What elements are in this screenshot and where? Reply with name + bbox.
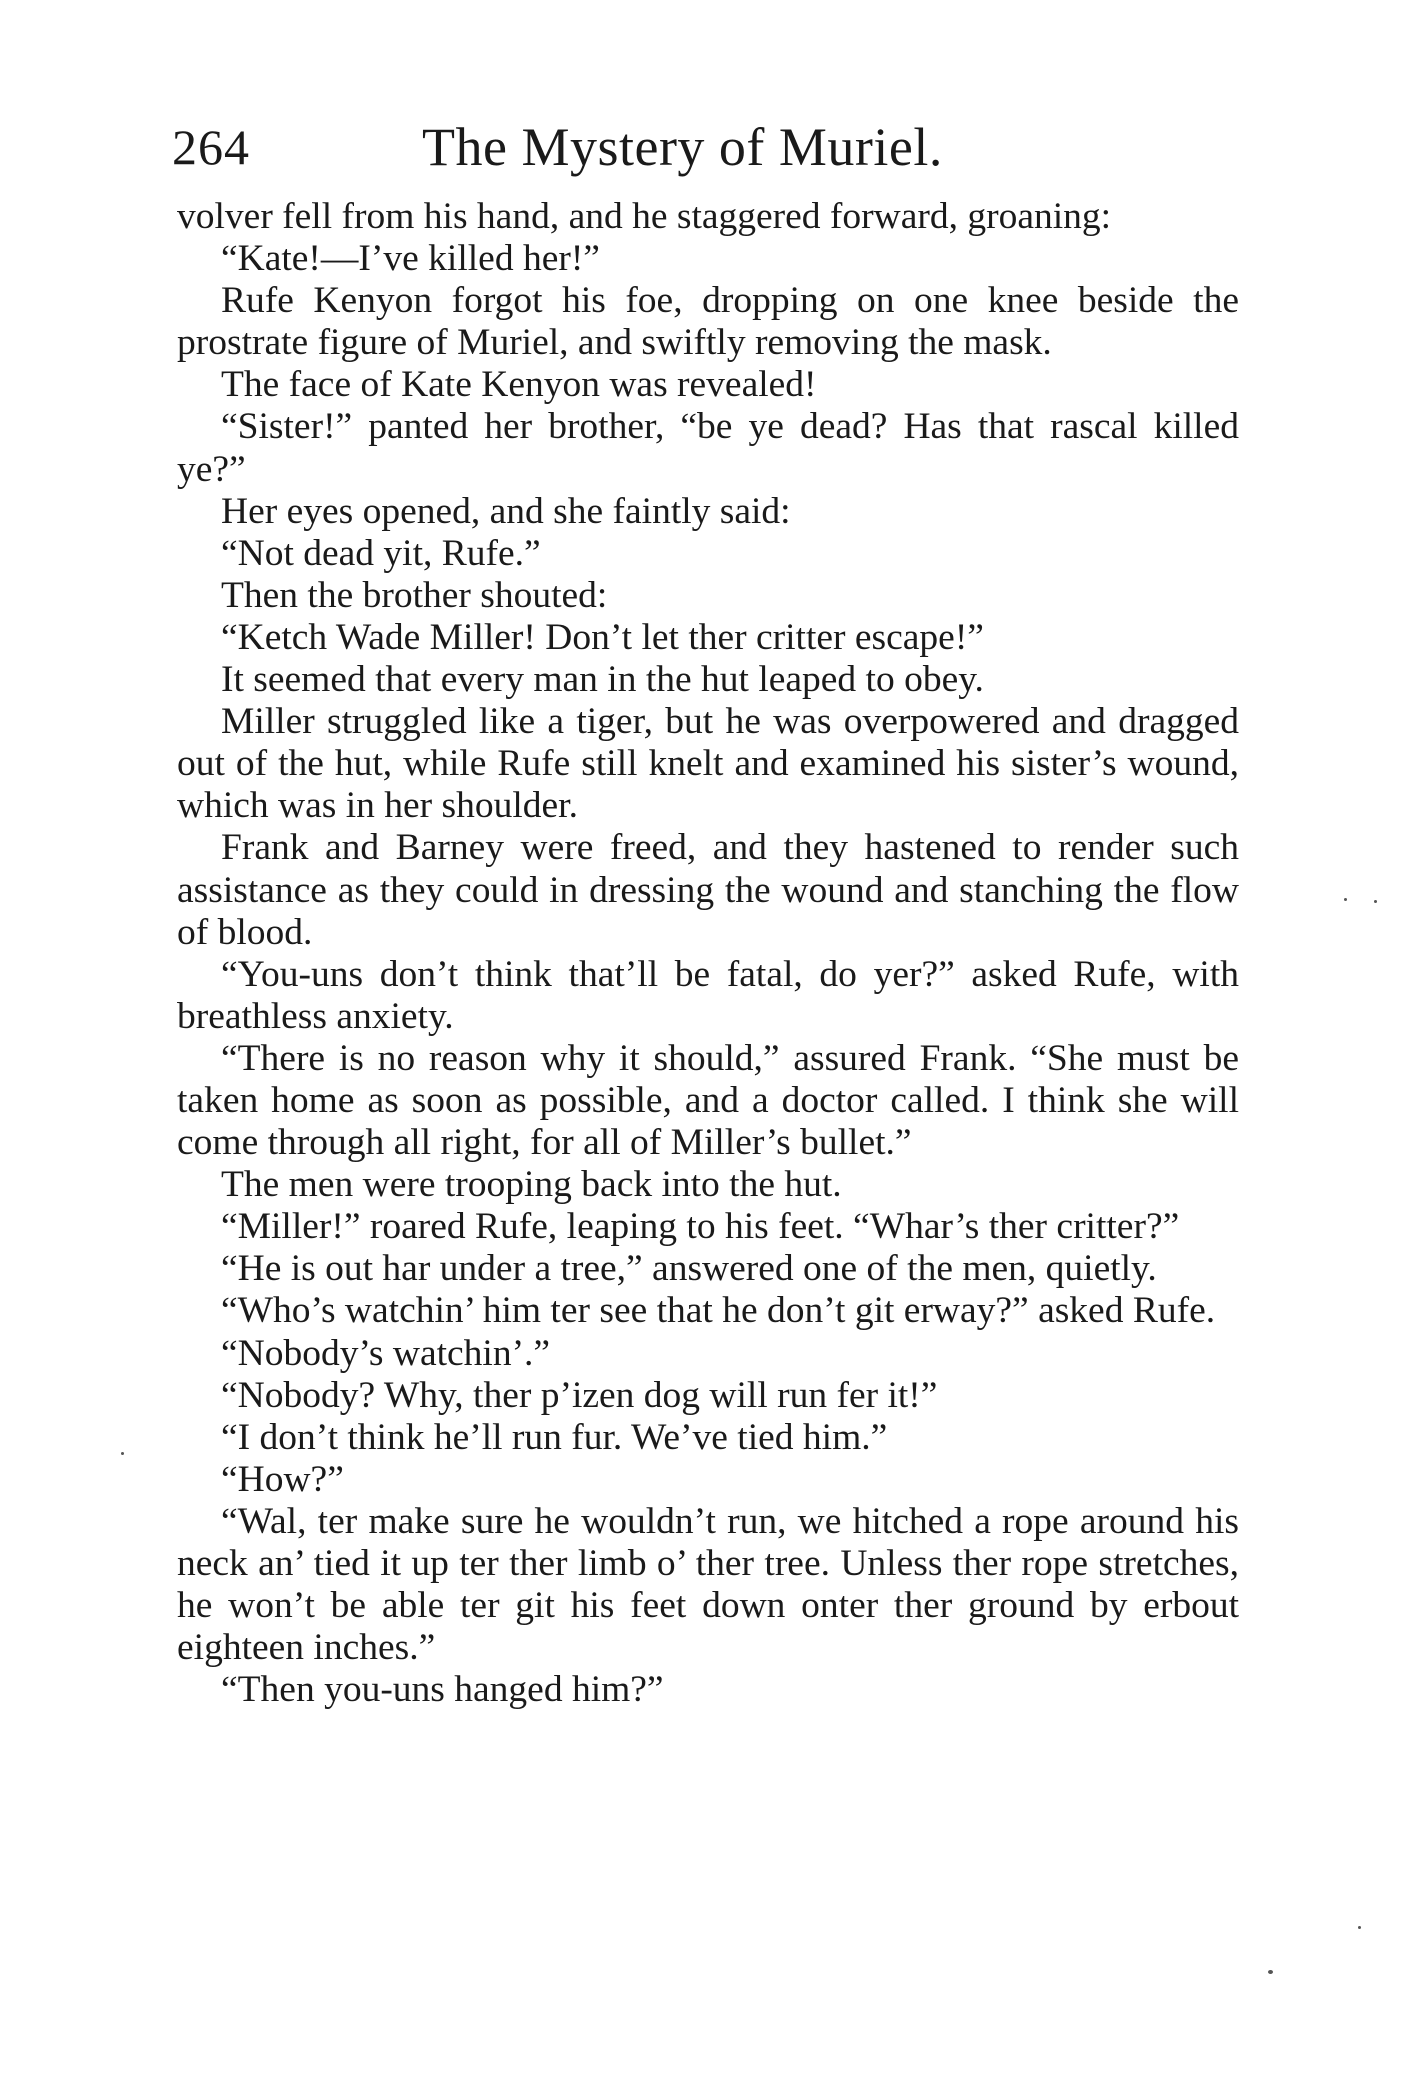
paragraph: “Then you-uns hanged him?” bbox=[221, 1669, 664, 1711]
paragraph: “How?” bbox=[221, 1458, 344, 1500]
paragraph: “Nobody? Why, ther p’izen dog will run fer it!” bbox=[221, 1374, 938, 1416]
page-number: 264 bbox=[172, 119, 250, 175]
paragraph: “Ketch Wade Miller! Don’t let ther critter escape!” bbox=[221, 616, 984, 658]
running-title: The Mystery of Muriel. bbox=[422, 117, 943, 177]
scan-speck bbox=[1344, 898, 1347, 901]
paragraph: “He is out har under a tree,” answered one of the men, quietly. bbox=[221, 1248, 1157, 1290]
paragraph: “Not dead yit, Rufe.” bbox=[221, 532, 541, 574]
paragraph: “Kate!—I’ve killed her!” bbox=[221, 238, 600, 280]
paragraph: “Miller!” roared Rufe, leaping to his feet. “Whar’s ther critter?” bbox=[221, 1206, 1180, 1248]
paragraph: “Nobody’s watchin’.” bbox=[221, 1332, 551, 1374]
scan-speck bbox=[1374, 900, 1377, 903]
paragraph: volver fell from his hand, and he staggered forward, groaning: bbox=[177, 196, 1112, 237]
paragraph: It seemed that every man in the hut leaped to obey. bbox=[221, 659, 984, 701]
scan-speck bbox=[1268, 1970, 1273, 1974]
paragraph: Then the brother shouted: bbox=[221, 574, 608, 616]
paragraph: “Sister!” panted her brother, “be ye dead? Has that rascal killed ye?” bbox=[177, 406, 1239, 490]
paragraph: Her eyes opened, and she faintly said: bbox=[221, 490, 791, 532]
paragraph: “You-uns don’t think that’ll be fatal, do yer?” asked Rufe, with breathless anxiety. bbox=[177, 953, 1239, 1037]
paragraph: “I don’t think he’ll run fur. We’ve tied him.” bbox=[221, 1416, 888, 1458]
paragraph: The face of Kate Kenyon was revealed! bbox=[221, 364, 817, 406]
paragraph: Frank and Barney were freed, and they hastened to render such assistance as they could in dressing the wound and stanching the flow of blood. bbox=[177, 827, 1239, 953]
paragraph: Rufe Kenyon forgot his foe, dropping on one knee beside the prostrate figure of Muriel, and swiftly removing the mask. bbox=[177, 280, 1239, 364]
paragraph: “There is no reason why it should,” assured Frank. “She must be taken home as soon as possible, and a doctor called. I think she will come through all right, for all of Miller’s bullet.” bbox=[177, 1037, 1239, 1164]
body-text bbox=[177, 196, 1239, 1711]
scan-speck bbox=[1358, 1926, 1361, 1929]
paragraph: “Wal, ter make sure he wouldn’t run, we hitched a rope around his neck an’ tied it up ter ther limb o’ ther tree. Unless ther rope stretches, he won’t be able ter git his feet down onter ther ground by erbout eighteen inches.” bbox=[177, 1500, 1239, 1669]
page-header bbox=[172, 112, 1252, 182]
scan-speck bbox=[121, 1452, 124, 1455]
paragraph: Miller struggled like a tiger, but he was overpowered and dragged out of the hut, while Rufe still knelt and examined his sister’s wound, which was in her shoulder. bbox=[177, 701, 1239, 827]
paragraph: The men were trooping back into the hut. bbox=[221, 1164, 842, 1206]
paragraph: “Who’s watchin’ him ter see that he don’t git erway?” asked Rufe. bbox=[221, 1290, 1216, 1332]
